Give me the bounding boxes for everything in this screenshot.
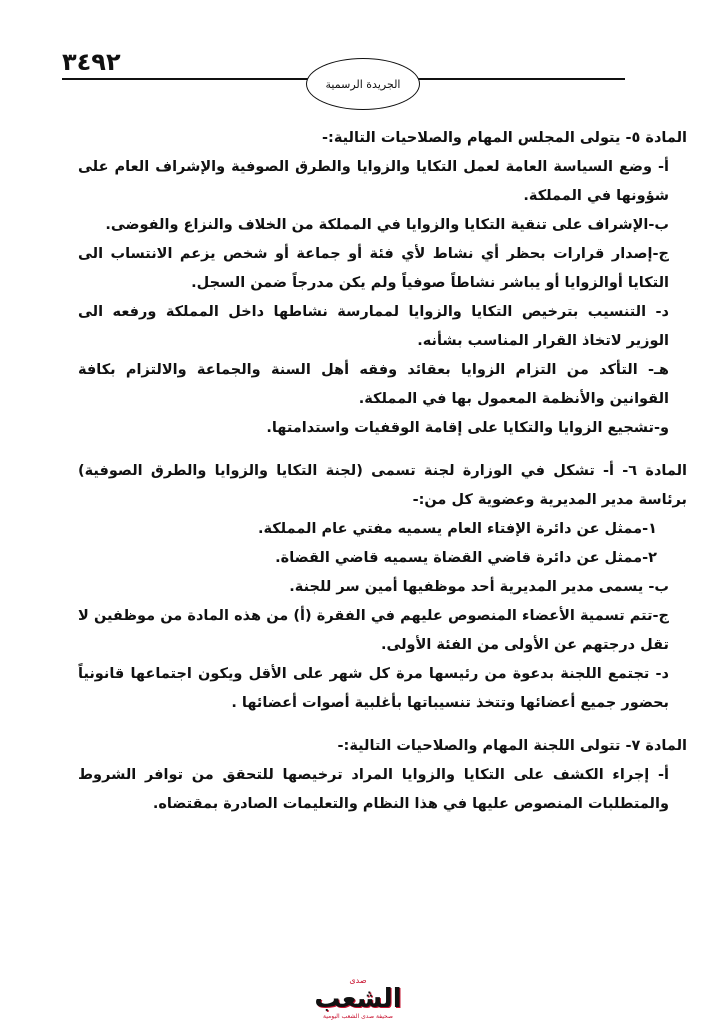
article-6-item: ب- يسمى مدير المديرية أحد موظفيها أمين سر للجنة.	[289, 579, 669, 595]
document-body	[78, 124, 687, 833]
watermark-tagline: صحيفة صدى الشعب اليومية	[323, 1013, 393, 1020]
article-5	[78, 124, 687, 443]
article-5-item: هـ- التأكد من التزام الزوايا بعقائد وفقه أهل السنة والجماعة والالتزام بكافة القوانين والأنظمة المعمول بها في المملكة.	[78, 362, 669, 407]
article-5-item: ب-الإشراف على تنقية التكايا والزوايا في المملكة من الخلاف والنزاع والفوضى.	[105, 217, 669, 233]
article-6-item: د- تجتمع اللجنة بدعوة من رئيسها مرة كل شهر على الأقل ويكون اجتماعها قانونياً بحضور جميع أعضائها وتتخذ تنسيباتها بأغلبية أصوات أعضائها .	[78, 666, 669, 711]
article-7-heading: المادة ٧- تتولى اللجنة المهام والصلاحيات التالية:-	[337, 738, 687, 754]
article-5-item: د- التنسيب بترخيص التكايا والزوايا لممارسة نشاطها داخل المملكة ورفعه الى الوزير لاتخاذ القرار المناسب بشأنه.	[78, 304, 669, 349]
gazette-oval	[306, 58, 420, 110]
gazette-name: الجريدة الرسمية	[325, 77, 401, 91]
article-6-sub-item: ٢-ممثل عن دائرة قاضي القضاة يسميه قاضي القضاة.	[275, 550, 657, 566]
article-5-item: ج-إصدار قرارات بحظر أي نشاط لأي فئة أو جماعة أو شخص يزعم الانتساب الى التكايا أوالزوايا أو يباشر نشاطاً صوفياً ولم يكن مدرجاً ضمن السجل.	[78, 246, 669, 291]
article-6	[78, 457, 687, 718]
article-7-item: أ- إجراء الكشف على التكايا والزوايا المراد ترخيصها للتحقق من توافر الشروط والمتطلبات المنصوص عليها في هذا النظام والتعليمات الصادرة بمقتضاه.	[78, 767, 669, 812]
article-7	[78, 732, 687, 819]
article-6-item: ج-تتم تسمية الأعضاء المنصوص عليهم في الفقرة (أ) من هذه المادة من موظفين لا تقل درجتهم عن الأولى من الفئة الأولى.	[78, 608, 669, 653]
watermark-logo	[298, 976, 418, 1022]
article-5-item: أ- وضع السياسة العامة لعمل التكايا والزوايا والطرق الصوفية والإشراف العام على شؤونها في المملكة.	[78, 159, 669, 204]
article-5-heading: المادة ٥- يتولى المجلس المهام والصلاحيات التالية:-	[322, 130, 687, 146]
page-number: ٣٤٩٢	[62, 48, 121, 76]
watermark-brand: الشعب	[314, 984, 402, 1014]
watermark-top: صدى	[349, 976, 367, 985]
article-6-sub-item: ١-ممثل عن دائرة الإفتاء العام يسميه مفتي عام المملكة.	[257, 521, 657, 537]
article-6-heading: المادة ٦- أ- تشكل في الوزارة لجنة تسمى (لجنة التكايا والزوايا والطرق الصوفية) برئاسة مدير المديرية وعضوية كل من:-	[78, 463, 687, 508]
article-5-item: و-تشجيع الزوايا والتكايا على إقامة الوقفيات واستدامتها.	[266, 420, 669, 436]
